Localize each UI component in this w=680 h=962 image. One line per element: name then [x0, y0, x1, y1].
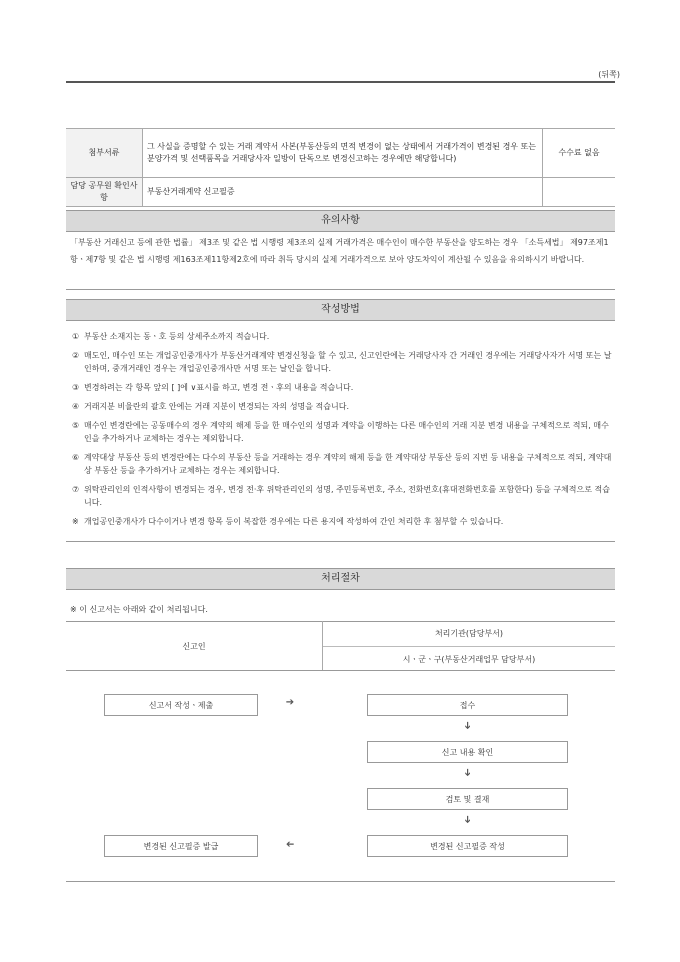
method-text: 변경하려는 각 항목 앞의 [ ]에 ∨표시를 하고, 변경 전ㆍ후의 내용을 적습니다.: [84, 383, 354, 392]
method-text: 거래지분 비율란의 괄호 안에는 거래 지분이 변경되는 자의 성명을 적습니다.: [84, 402, 349, 411]
method-num: ※: [72, 517, 79, 526]
methods-bottom-rule: [66, 541, 615, 542]
method-text: 매수인 변경란에는 공동매수의 경우 계약의 해제 등을 한 매수인의 성명과 계약을 이행하는 다른 매수인의 거래 지분 변경 내용을 구체적으로 적되, 매수인을 추가하거나 교체하는 경우는 제외합니다.: [84, 421, 609, 443]
method-text: 계약대상 부동산 등의 변경란에는 다수의 부동산 등을 거래하는 경우 계약의 해제 등을 한 계약대상 부동산 등의 지번 등 내용을 구체적으로 적되, 계약대상 부동산 등을 추가하거나 교체하는 경우는 제외합니다.: [84, 453, 612, 475]
procedure-header-top-rule: [66, 621, 615, 622]
attachments-row: [66, 129, 615, 178]
method-item: [72, 381, 612, 394]
agency-header: 처리기관(담당부서): [434, 629, 504, 638]
step-issue-certificate: 변경된 신고필증 발급: [104, 835, 258, 857]
arrow-left-icon: ➔: [285, 838, 295, 849]
method-item: [72, 451, 612, 477]
method-item: [72, 419, 612, 445]
method-item: [72, 349, 612, 375]
procedure-header-bottom-rule: [66, 670, 615, 671]
arrow-down-icon: ➔: [461, 815, 473, 824]
step-receipt: 접수: [367, 694, 568, 716]
official-check-label: 담당 공무원 확인사항: [66, 178, 143, 207]
methods-list: [72, 330, 612, 534]
method-num: ④: [72, 402, 80, 411]
methods-title: 작성방법: [66, 299, 615, 321]
notice-title: 유의사항: [66, 210, 615, 232]
notice-text: 「부동산 거래신고 등에 관한 법률」 제3조 및 같은 법 시행령 제3조의 실제 거래가격은 매수인이 매수한 부동산을 양도하는 경우 「소득세법」 제97조제1항ㆍ제7항 및 같은 법 시행령 제163조제11항제2호에 따라 취득 당시의 실제 거래가격으로 보아 양도차익이 계산될 수 있음을 유의하시기 바랍니다.: [70, 238, 609, 264]
method-num: ①: [72, 332, 80, 341]
notice-bottom-rule: [66, 289, 615, 290]
top-rule: [66, 81, 615, 83]
method-item: [72, 515, 612, 528]
step-verify-content: 신고 내용 확인: [367, 741, 568, 763]
method-item: [72, 483, 612, 509]
official-check-row: [66, 178, 615, 207]
method-text: 위탁관리인의 인적사항이 변경되는 경우, 변경 전·후 위탁관리인의 성명, 주민등록번호, 주소, 전화번호(휴대전화번호를 포함한다) 등을 구체적으로 적습니다.: [84, 485, 610, 507]
procedure-bottom-rule: [66, 881, 615, 882]
method-num: ⑤: [72, 421, 80, 430]
arrow-down-icon: ➔: [461, 721, 473, 730]
method-num: ⑥: [72, 453, 80, 462]
method-num: ⑦: [72, 485, 80, 494]
arrow-right-icon: ➔: [285, 697, 295, 708]
agency-header-rule: [323, 646, 615, 647]
method-text: 매도인, 매수인 또는 개업공인중개사가 부동산거래계약 변경신청을 할 수 있고, 신고인란에는 거래당사자 간 거래인 경우에는 거래당사자가 서명 또는 날인하며, 중개거래인 경우는 개업공인중개사만 서명 또는 날인을 합니다.: [84, 351, 612, 373]
step-submit-report: 신고서 작성ㆍ제출: [104, 694, 258, 716]
procedure-note: ※ 이 신고서는 아래와 같이 처리됩니다.: [70, 605, 208, 614]
applicant-header: 신고인: [182, 642, 206, 651]
step-review-approve: 검토 및 결재: [367, 788, 568, 810]
agency-subheader: 시ㆍ군ㆍ구(부동산거래업무 담당부서): [402, 655, 536, 664]
attachments-table: [66, 128, 615, 207]
method-text: 개업공인중개사가 다수이거나 변경 항목 등이 복잡한 경우에는 다른 용지에 작성하여 간인 처리한 후 첨부할 수 있습니다.: [84, 517, 504, 526]
procedure-title: 처리절차: [66, 568, 615, 590]
official-check-text: 부동산거래계약 신고필증: [143, 178, 543, 207]
method-num: ③: [72, 383, 80, 392]
page-side-label: (뒤쪽): [598, 70, 620, 79]
arrow-down-icon: ➔: [461, 768, 473, 777]
attachments-text: 그 사실을 증명할 수 있는 거래 계약서 사본(부동산등의 면적 변경이 없는 상태에서 거래가격이 변경된 경우 또는 분양가격 및 선택품목을 거래당사자 일방이 단독으로 변경신고하는 경우에만 해당합니다): [143, 129, 543, 178]
method-item: [72, 330, 612, 343]
method-item: [72, 400, 612, 413]
method-text: 부동산 소재지는 동ㆍ호 등의 상세주소까지 적습니다.: [84, 332, 270, 341]
empty-cell: [543, 178, 616, 207]
fee-text: 수수료 없음: [543, 129, 616, 178]
step-write-certificate: 변경된 신고필증 작성: [367, 835, 568, 857]
attachments-label: 첨부서류: [66, 129, 143, 178]
method-num: ②: [72, 351, 80, 360]
